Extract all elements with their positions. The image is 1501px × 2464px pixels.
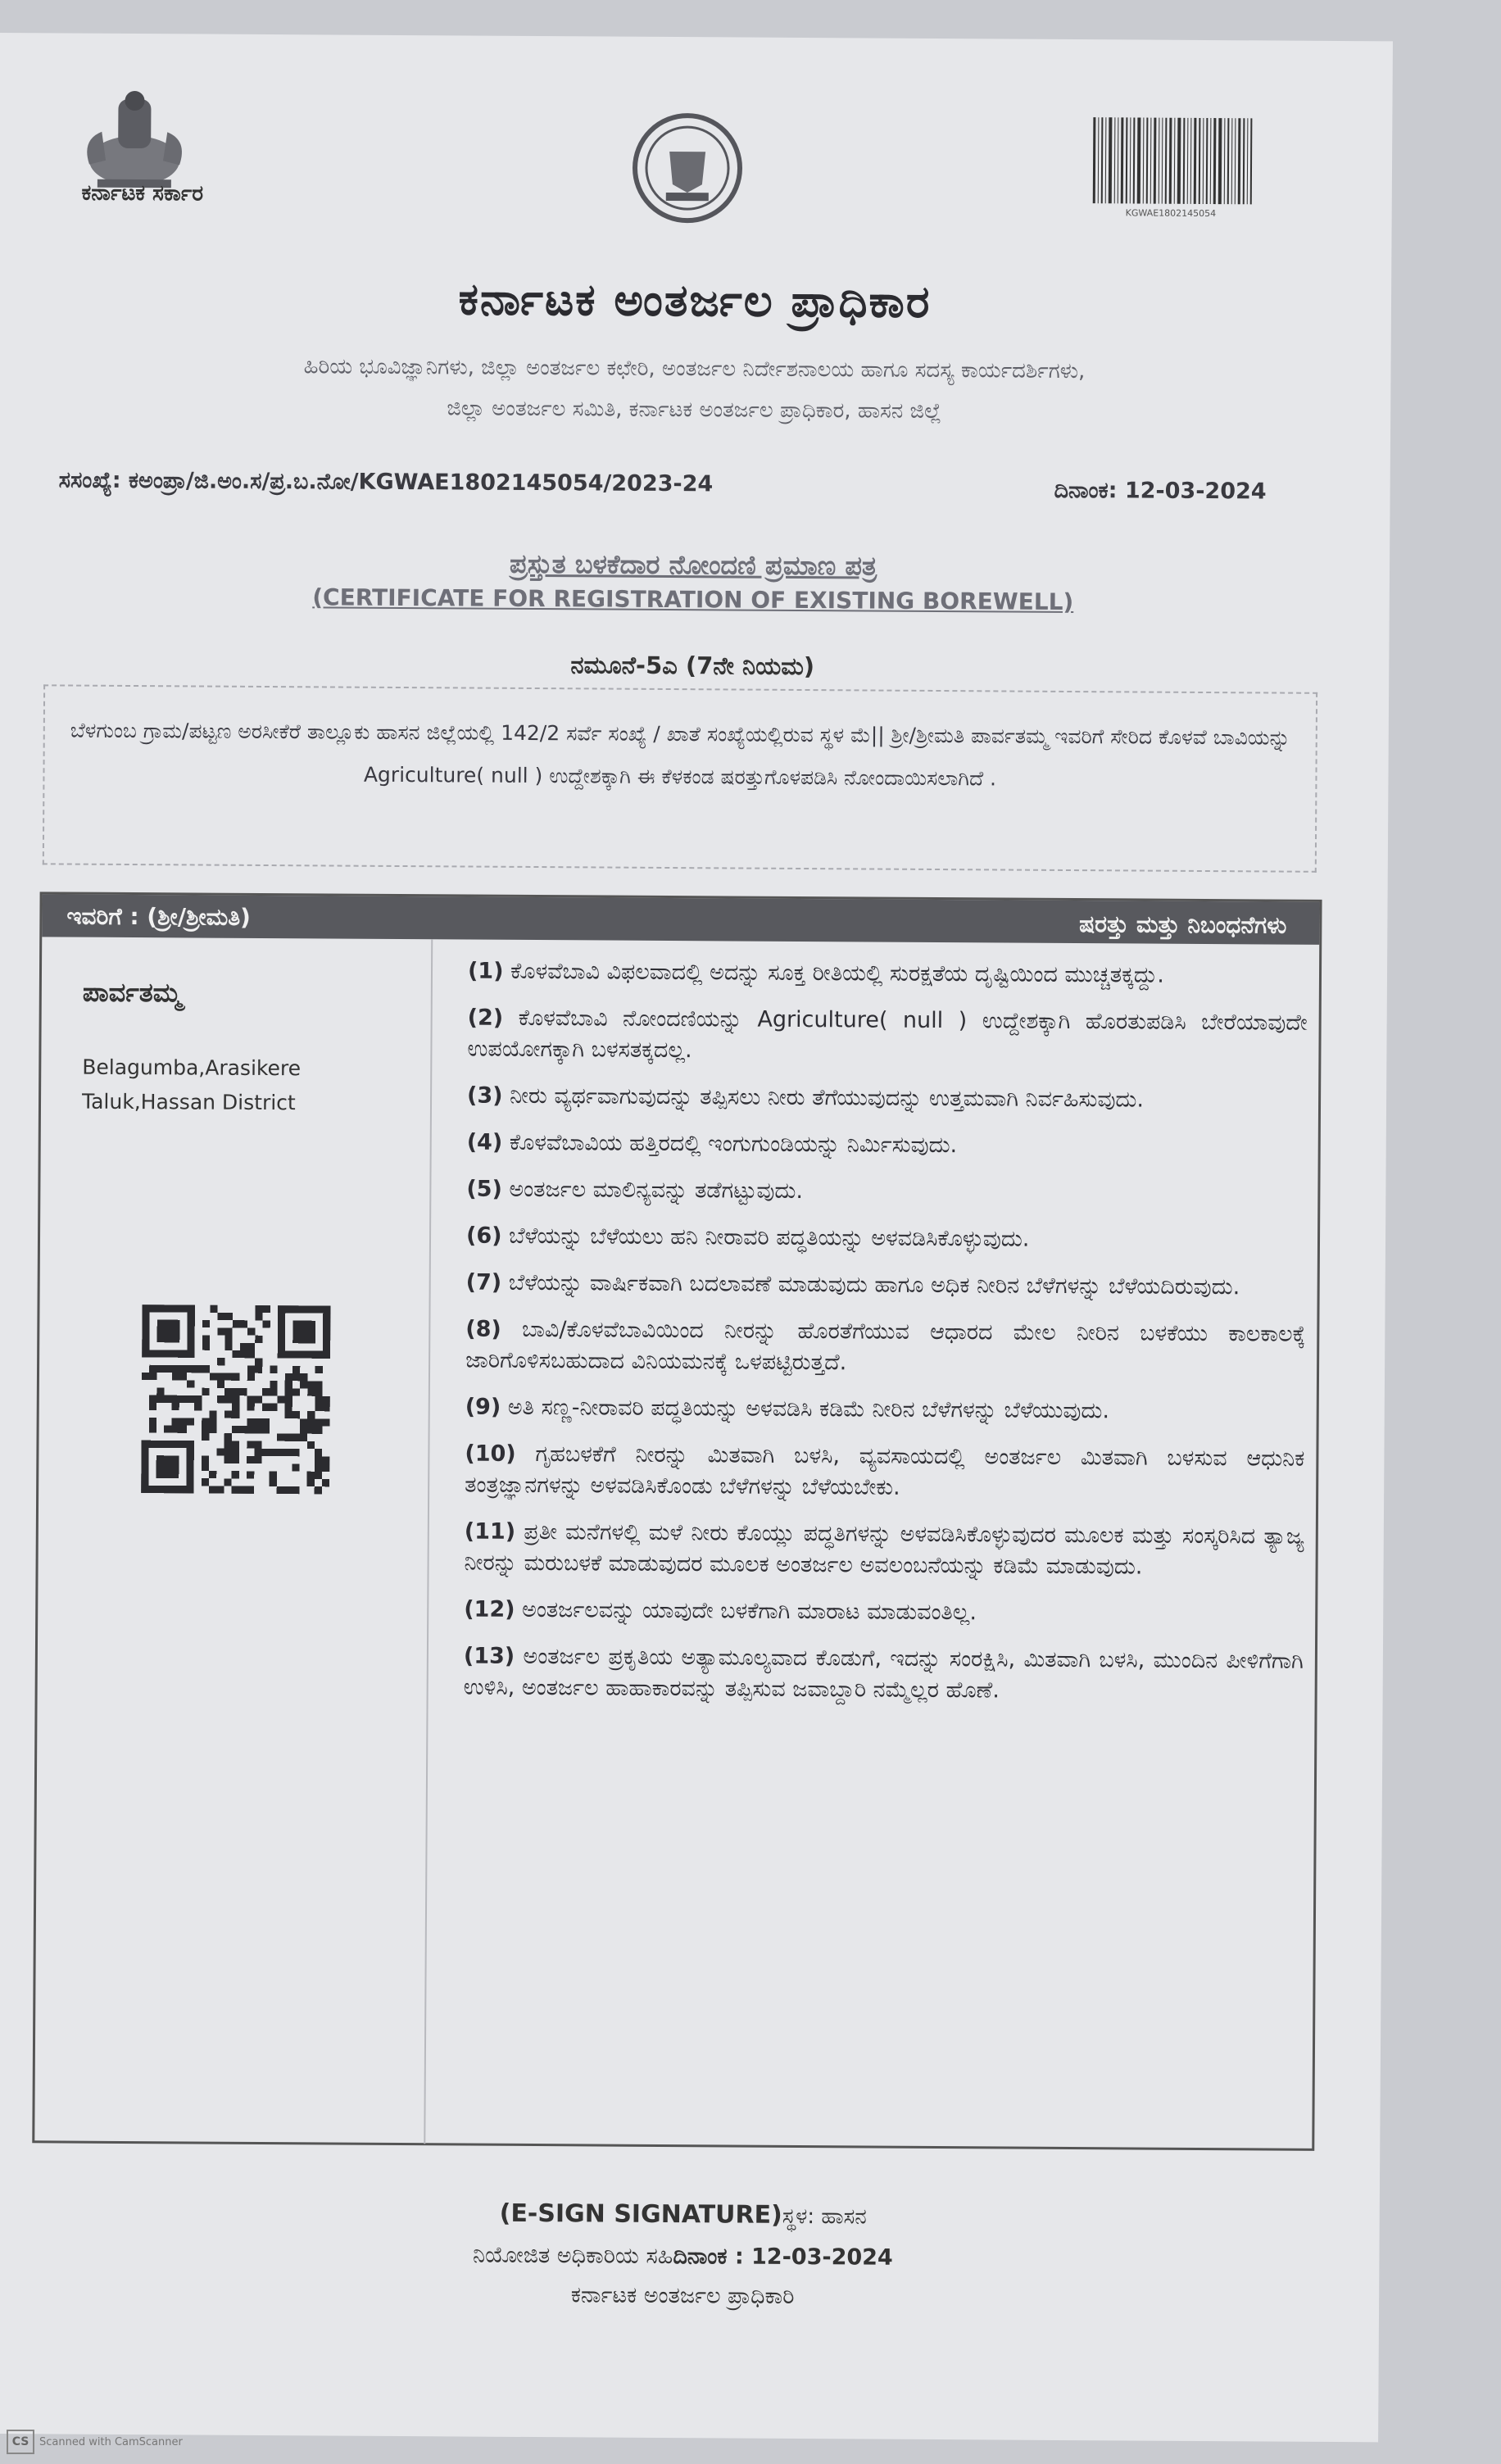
scanner-watermark [7, 2430, 183, 2454]
esign-line [0, 2196, 1380, 2233]
table-header-recipient: ಇವರಿಗೆ : (ಶ್ರೀ/ಶ್ರೀಮತಿ) [66, 902, 252, 931]
table-header-conditions: ಷರತ್ತು ಮತ್ತು ನಿಬಂಧನೆಗಳು [1079, 910, 1287, 939]
condition-item [465, 1314, 1305, 1382]
signature-block [0, 2196, 1380, 2313]
barcode-icon [1093, 117, 1299, 205]
condition-text: ಅತಿ ಸಣ್ಣ-ನೀರಾವರಿ ಪದ್ಧತಿಯನ್ನು ಅಳವಡಿಸಿ ಕಡಿಮೆ ನೀರಿನ ಬೆಳೆಗಳನ್ನು ಬೆಳೆಯುವುದು. [501, 1394, 1110, 1424]
condition-text: ಪ್ರತೀ ಮನೆಗಳಲ್ಲಿ ಮಳೆ ನೀರು ಕೊಯ್ಲು ಪದ್ಧತಿಗಳನ್ನು ಅಳವಡಿಸಿಕೊಳ್ಳುವುದರ ಮೂಲಕ ಮತ್ತು ಸಂಸ್ಕರಿಸಿದ ತ್ಯಾಜ್ಯ ನೀರನ್ನು ಮರುಬಳಕೆ ಮಾಡುವುದರ ಮೂಲಕ ಅಂತರ್ಜಲ ಅವಲಂಬನೆಯನ್ನು ಕಡಿಮೆ ಮಾಡುವುದು. [464, 1518, 1304, 1580]
condition-item [465, 1391, 1305, 1427]
condition-item [467, 1128, 1307, 1164]
condition-item [468, 956, 1308, 992]
table-header [42, 894, 1319, 945]
conditions-list [463, 956, 1308, 1724]
qr-code-icon [141, 1305, 330, 1494]
document-page [0, 33, 1393, 2442]
condition-item [464, 1516, 1304, 1583]
condition-text: ಬೆಳೆಯನ್ನು ವಾರ್ಷಿಕವಾಗಿ ಬದಲಾವಣೆ ಮಾಡುವುದು ಹಾಗೂ ಅಧಿಕ ನೀರಿನ ಬೆಳೆಗಳನ್ನು ಬೆಳೆಯದಿರುವುದು. [501, 1269, 1240, 1300]
registration-statement: ಬೆಳಗುಂಬ ಗ್ರಾಮ/ಪಟ್ಟಣ ಅರಸೀಕೆರೆ ತಾಲ್ಲೂಕು ಹಾಸನ ಜಿಲ್ಲೆಯಲ್ಲಿ 142/2 ಸರ್ವೆ ಸಂಖ್ಯೆ / ಖಾತೆ ಸಂಖ್ಯೆಯಲ್ಲಿರುವ ಸ್ಥಳ ಮೆ|| ಶ್ರೀ/ಶ್ರೀಮತಿ ಪಾರ್ವತಮ್ಮ ಇವರಿಗೆ ಸೇರಿದ ಕೊಳವೆ ಬಾವಿಯನ್ನು Agriculture( null ) ಉದ್ದೇಶಕ್ಕಾಗಿ ಈ ಕೆಳಕಂಡ ಷರತ್ತುಗೊಳಪಡಿಸಿ ನೋಂದಾಯಿಸಲಾಗಿದೆ . [43, 684, 1317, 872]
condition-text: ಅಂತರ್ಜಲ ಮಾಲಿನ್ಯವನ್ನು ತಡೆಗಟ್ಟುವುದು. [501, 1176, 804, 1205]
officer-label: ನಿಯೋಜಿತ ಅಧಿಕಾರಿಯ ಸಹಿ [472, 2242, 673, 2270]
condition-item [466, 1268, 1306, 1304]
conditions-table [32, 892, 1322, 2151]
condition-item [467, 1081, 1307, 1117]
signing-authority: ಕರ್ನಾಟಕ ಅಂತರ್ಜಲ ಪ್ರಾಧಿಕಾರಿ [570, 2282, 795, 2309]
authority-subtitle-1: ಹಿರಿಯ ಭೂವಿಜ್ಞಾನಿಗಳು, ಜಿಲ್ಲಾ ಅಂತರ್ಜಲ ಕಛೇರಿ, ಅಂತರ್ಜಲ ನಿರ್ದೇಶನಾಲಯ ಹಾಗೂ ಸದಸ್ಯ ಕಾರ್ಯದರ್ಶಿಗಳು, [303, 354, 1086, 384]
condition-number: (8) [465, 1316, 501, 1342]
condition-number: (5) [466, 1176, 502, 1202]
condition-number: (9) [465, 1394, 501, 1420]
condition-item [465, 1438, 1304, 1505]
authority-title: ಕರ್ನಾಟಕ ಅಂತರ್ಜಲ ಪ್ರಾಧಿಕಾರ [458, 273, 932, 328]
certificate-title-kannada: ಪ್ರಸ್ತುತ ಬಳಕೆದಾರ ನೋಂದಣಿ ಪ್ರಮಾಣ ಪತ್ರ [509, 547, 877, 582]
issue-date: ದಿನಾಂಕ: 12-03-2024 [1054, 477, 1267, 505]
officer-line [0, 2239, 1380, 2274]
condition-text: ಕೊಳವೆಬಾವಿಯ ಹತ್ತಿರದಲ್ಲಿ ಇಂಗುಗುಂಡಿಯನ್ನು ನಿರ್ಮಿಸುವುದು. [502, 1129, 958, 1159]
condition-number: (12) [464, 1596, 515, 1622]
condition-number: (11) [464, 1518, 516, 1545]
condition-number: (6) [465, 1223, 502, 1249]
condition-number: (1) [467, 958, 504, 984]
condition-item [464, 1640, 1304, 1708]
government-label: ಕರ್ನಾಟಕ ಸರ್ಕಾರ [81, 180, 204, 206]
condition-number: (4) [466, 1129, 503, 1155]
condition-text: ಗೃಹಬಳಕೆಗೆ ನೀರನ್ನು ಮಿತವಾಗಿ ಬಳಸಿ, ವ್ಯವಸಾಯದಲ್ಲಿ ಅಂತರ್ಜಲ ಮಿತವಾಗಿ ಬಳಸುವ ಆಧುನಿಕ ತಂತ್ರಜ್ಞಾನಗಳನ್ನು ಅಳವಡಿಸಿಕೊಂಡು ಬೆಳೆಗಳನ್ನು ಬೆಳೆಯಬೇಕು. [465, 1441, 1305, 1500]
condition-number: (3) [466, 1082, 503, 1109]
column-divider [424, 939, 433, 2144]
esign-label: (E-SIGN SIGNATURE) [499, 2199, 782, 2230]
condition-text: ಅಂತರ್ಜಲ ಪ್ರಕೃತಿಯ ಅತ್ಯಾಮೂಲ್ಯವಾದ ಕೊಡುಗೆ, ಇದನ್ನು ಸಂರಕ್ಷಿಸಿ, ಮಿತವಾಗಿ ಬಳಸಿ, ಮುಂದಿನ ಪೀಳಿಗೆಗಾಗಿ ಉಳಿಸಿ, ಅಂತರ್ಜಲ ಹಾಹಾಕಾರವನ್ನು ತಪ್ಪಿಸುವ ಜವಾಬ್ದಾರಿ ನಮ್ಮೆಲ್ಲರ ಹೊಣೆ. [463, 1643, 1304, 1704]
barcode-number: KGWAE1802145054 [1125, 207, 1217, 220]
form-number: ನಮೂನೆ-5ಎ (7ನೇ ನಿಯಮ) [570, 651, 815, 681]
signature-date: ದಿನಾಂಕ : 12-03-2024 [673, 2244, 893, 2271]
condition-number: (2) [467, 1005, 504, 1031]
condition-text: ಬೆಳೆಯನ್ನು ಬೆಳೆಯಲು ಹನಿ ನೀರಾವರಿ ಪದ್ಧತಿಯನ್ನು ಅಳವಡಿಸಿಕೊಳ್ಳುವುದು. [501, 1223, 1030, 1252]
watermark-text: Scanned with CamScanner [39, 2435, 183, 2448]
place-label: ಸ್ಥಳ: ಹಾಸನ [782, 2203, 867, 2230]
condition-item [466, 1221, 1306, 1257]
condition-number: (7) [465, 1269, 502, 1296]
condition-item [466, 1174, 1306, 1210]
condition-text: ನೀರು ವ್ಯರ್ಥವಾಗುವುದನ್ನು ತಪ್ಪಿಸಲು ನೀರು ತೆಗೆಯುವುದನ್ನು ಉತ್ತಮವಾಗಿ ನಿರ್ವಹಿಸುವುದು. [502, 1082, 1145, 1113]
certificate-title-english: (CERTIFICATE FOR REGISTRATION OF EXISTING BOREWELL) [312, 583, 1074, 616]
condition-text: ಅಂತರ್ಜಲವನ್ನು ಯಾವುದೇ ಬಳಕೆಗಾಗಿ ಮಾರಾಟ ಮಾಡುವಂತಿಲ್ಲ. [515, 1596, 977, 1626]
authority-seal-icon [630, 111, 746, 226]
owner-name: ಪಾರ್ವತಮ್ಮ [82, 976, 182, 1009]
condition-number: (13) [463, 1643, 515, 1669]
authority-subtitle-2: ಜಿಲ್ಲಾ ಅಂತರ್ಜಲ ಸಮಿತಿ, ಕರ್ನಾಟಕ ಅಂತರ್ಜಲ ಪ್ರಾಧಿಕಾರ, ಹಾಸನ ಜಿಲ್ಲೆ [447, 396, 942, 424]
condition-text: ಕೊಳವೆಬಾವಿ ವಿಫಲವಾದಲ್ಲಿ ಅದನ್ನು ಸೂಕ್ತ ರೀತಿಯಲ್ಲಿ ಸುರಕ್ಷತೆಯ ದೃಷ್ಟಿಯಿಂದ ಮುಚ್ಚತಕ್ಕದ್ದು. [503, 958, 1165, 988]
condition-text: ಕೊಳವೆಬಾವಿ ನೋಂದಣಿಯನ್ನು Agriculture( null ) ಉದ್ದೇಶಕ್ಕಾಗಿ ಹೊರತುಪಡಿಸಿ ಬೇರೆಯಾವುದೇ ಉಪಯೋಗಕ್ಕಾಗಿ ಬಳಸತಕ್ಕದಲ್ಲ. [467, 1005, 1308, 1064]
condition-item [464, 1594, 1304, 1630]
condition-item [467, 1003, 1307, 1070]
camscanner-logo-icon: CS [7, 2430, 34, 2454]
condition-text: ಬಾವಿ/ಕೊಳವೆಬಾವಿಯಿಂದ ನೀರನ್ನು ಹೊರತೆಗೆಯುವ ಆಧಾರದ ಮೇಲ ನೀರಿನ ಬಳಕೆಯು ಕಾಲಕಾಲಕ್ಕೆ ಜಾರಿಗೊಳಿಸಬಹುದಾದ ವಿನಿಯಮನಕ್ಕೆ ಒಳಪಟ್ಟಿರುತ್ತದೆ. [465, 1316, 1306, 1376]
condition-number: (10) [465, 1441, 516, 1467]
reference-number: ಸಸಂಖ್ಯೆ: ಕಅಂಪ್ರಾ/ಜಿ.ಅಂ.ಸ/ಪ್ರ.ಬ.ನೋ/KGWAE1802145054/2023-24 [58, 467, 714, 497]
owner-address: Belagumba,Arasikere Taluk,Hassan District [81, 1055, 302, 1115]
